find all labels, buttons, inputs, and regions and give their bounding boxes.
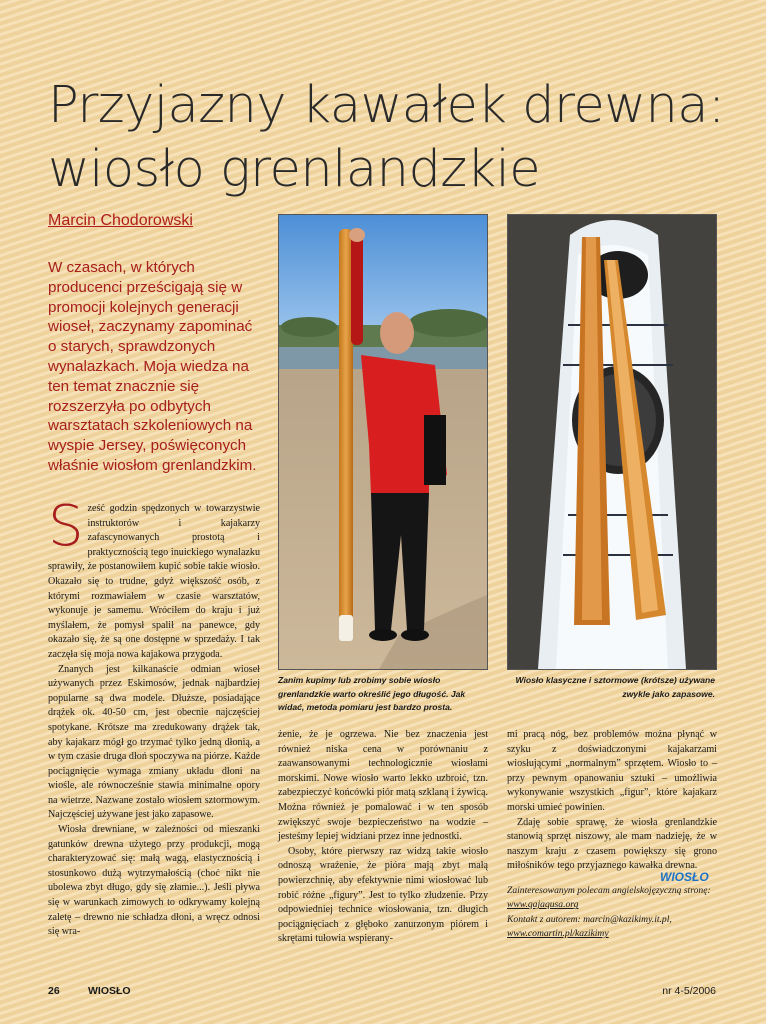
column-3 <box>507 728 717 942</box>
col1-paragraph-1: ześć godzin spędzonych w towarzystwie instruktorów i kajakarzy zafascynowanych prostotą i praktycznością tego inuickiego wynalazku sprawiły, że postanowiłem kupić sobie takie wiosło. Okazało się to trudne, gdyż większość osób, z którymi rozmawiałem w czasie warsztatów, wykonuje je samemu. Wróciłem do kraju i już myślałem, że pomysł spalił na panewce, gdy okazało się, że są one dostępne w sprzedaży. I tak zaczęła się moja nowa kajakowa przygoda. <box>48 503 260 660</box>
footer-magazine: WIOSŁO <box>88 985 131 997</box>
column-1 <box>48 494 260 940</box>
note-link-kazikimy[interactable]: www.comartin.pl/kazikimy <box>507 928 609 940</box>
footer-issue: nr 4-5/2006 <box>662 985 716 997</box>
title-line-2: wiosło grenlandzkie <box>48 140 541 199</box>
article-title <box>48 74 748 202</box>
dropcap-letter: S <box>48 494 84 559</box>
col3-paragraph-2: Zdaję sobie sprawę, że wiosła grenlandzkie stanowią sprzęt niszowy, ale mam nadzieję, że w naszym kraju z czasem powiększy się grono miłośników tego przyjaznego kawałka drewna. <box>507 816 717 872</box>
footer-page-number: 26 <box>48 985 60 997</box>
title-line-1: Przyjazny kawałek drewna: <box>48 76 725 135</box>
note-link-qajaq[interactable]: www.qajaqusa.org <box>507 899 579 911</box>
photo-man-with-paddle-image <box>279 215 487 669</box>
note-contact: Kontakt z autorem: marcin@kazikimy.it.pl, <box>507 913 672 925</box>
photo-kayak-paddles <box>507 214 717 670</box>
col1-paragraph-2: Znanych jest kilkanaście odmian wioseł używanych przez Eskimosów, jednak najbardziej popularne są dwa modele. Dłuższe, posiadające drążek ok. 40-50 cm, jest obecnie najczęściej spotykane. Krótsze ma zredukowany drążek tak, aby kajakarz mógł go trzymać tylko jedną dłonią, a w tym czasie druga dłoń spoczywa na piórze. Każde pociągnięcie wymaga zmiany układu dłoni na wiośle, ale równocześnie stawia minimalne opory na wietrze. Nazwane zostało wiosłem sztormowym. Najczęściej używane jest jako zapasowe. <box>48 663 260 821</box>
col2-paragraph-2: Osoby, które pierwszy raz widzą takie wiosło odnoszą wrażenie, że pióra mają zbyt małą powierzchnię, aby efektywnie nimi wiosłować lub robić różne „figury”. Jest to tylko złudzenie. Przy odpowiedniej technice wiosłowania, tzn. długich pociągnięciach z głęboko zanurzonym piórem i skrętami tułowia wspierany- <box>278 845 488 945</box>
author-name[interactable]: Marcin Chodorowski <box>48 212 193 229</box>
wioslo-logo <box>660 868 710 884</box>
col1-paragraph-3: Wiosła drewniane, w zależności od mieszanki gatunków drewna użytego przy produkcji, mogą charakteryzować się: małą wagą, elastycznością i stosunkowo dużą wytrzymałością (choć nikt nie ubolewa zbyt długo, gdy się złamie...). Jeśli pływa się w warunkach zimowych to odkrywamy kolejną zaletę – drewno nie schładza dłoni, a wręcz odnosi się wra- <box>48 824 260 938</box>
article-lead: W czasach, w których producenci prześcigają się w promocji kolejnych generacji wioseł, zaczynamy zapominać o starych, sprawdzonych wynalazkach. Moja wiedza na ten temat znacznie się rozszerzyła po odbytych warsztatach szkoleniowych na wyspie Jersey, poświęconych właśnie wiosłom grenlandzkim. <box>48 259 257 474</box>
photo-kayak-paddles-image <box>508 215 716 669</box>
caption-right: Wiosło klasyczne i sztormowe (krótsze) używane zwykle jako zapasowe. <box>515 675 715 699</box>
col3-paragraph-1: mi pracą nóg, bez problemów można płynąć w szyku z doświadczonymi kajakarzami wiosłującymi „normalnym” sprzętem. Wiosło to – przy pewnym opanowaniu sztuki – umożliwia wykonywanie wszystkich „figur”, które kajakarz morski umieć powinien. <box>507 729 717 813</box>
note-recommend: Zainteresowanym polecam angielskojęzyczną stronę: <box>507 884 711 896</box>
column-2 <box>278 728 488 947</box>
logo-text: WIOSŁO <box>660 870 709 884</box>
caption-left: Zanim kupimy lub zrobimy sobie wiosło grenlandzkie warto określić jego długość. Jak widać, metoda pomiaru jest bardzo prosta. <box>278 675 466 712</box>
photo-man-with-paddle <box>278 214 488 670</box>
author-note <box>507 884 717 942</box>
col2-paragraph-1: żenie, że je ogrzewa. Nie bez znaczenia jest również niska cena w porównaniu z zaawansowanymi technologicznie wiosłami morskimi. Nowe wiosło warto lekko uzbroić, tzn. zabezpieczyć końcówki piór matą szklaną i żywicą. Można również je pomalować i w ten sposób zwiększyć swoje bezpieczeństwo na wodzie – jesteśmy lepiej widziani przez inne jednostki. <box>278 729 488 843</box>
